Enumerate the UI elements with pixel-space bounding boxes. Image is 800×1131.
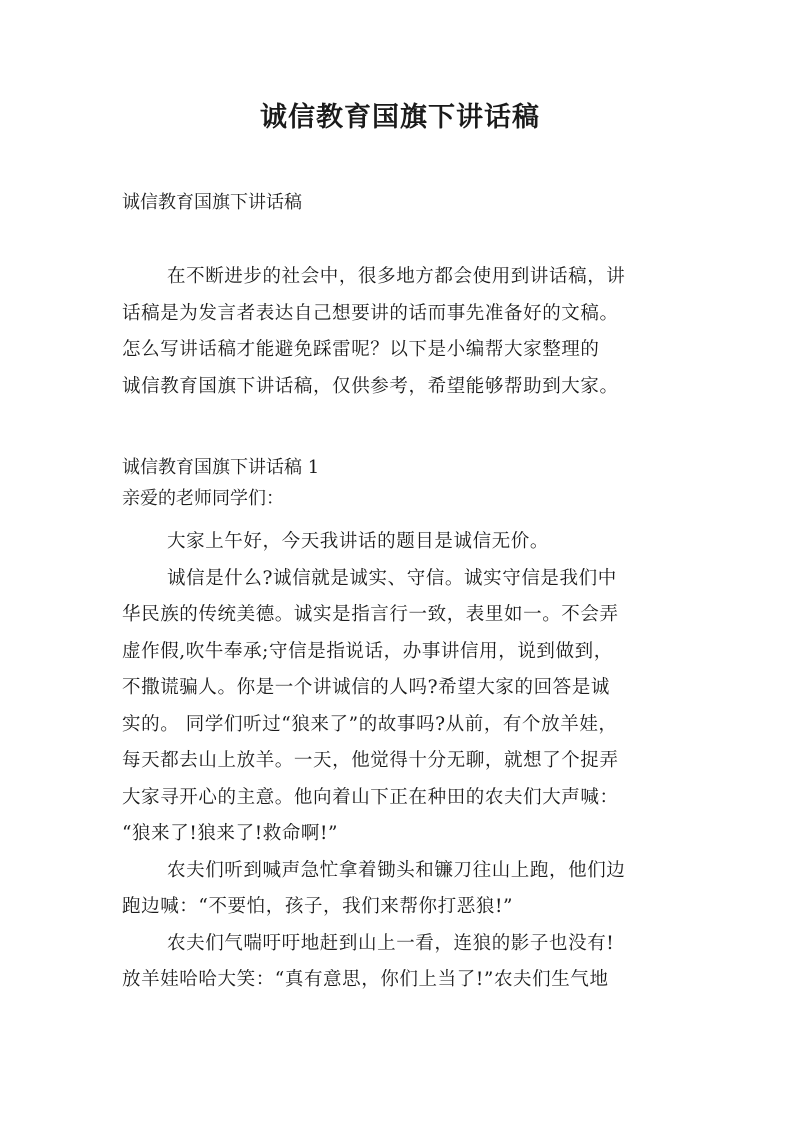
intro-line: 在不断进步的社会中，很多地方都会使用到讲话稿，讲 xyxy=(167,266,626,287)
body-line: 实的。 同学们听过“狼来了”的故事吗?从前，有个放羊娃， xyxy=(122,713,618,735)
document-title: 诚信教育国旗下讲话稿 xyxy=(260,102,540,133)
section-heading: 诚信教育国旗下讲话稿 1 xyxy=(122,457,320,478)
document-subtitle: 诚信教育国旗下讲话稿 xyxy=(122,192,302,213)
body-line: 放羊娃哈哈大笑：“真有意思，你们上当了!”农夫们生气地 xyxy=(122,969,609,990)
body-line: 不撒谎骗人。你是一个讲诚信的人吗?希望大家的回答是诚 xyxy=(122,677,611,698)
body-line: 农夫们气喘吁吁地赶到山上一看，连狼的影子也没有! xyxy=(167,932,615,954)
intro-line: 诚信教育国旗下讲话稿，仅供参考，希望能够帮助到大家。 xyxy=(122,375,619,397)
body-line: “狼来了!狼来了!救命啊!” xyxy=(122,823,339,844)
body-line: 每天都去山上放羊。一天，他觉得十分无聊，就想了个捉弄 xyxy=(122,750,619,771)
body-line: 大家寻开心的主意。他向着山下正在种田的农夫们大声喊： xyxy=(122,786,619,808)
body-line: 跑边喊：“不要怕，孩子，我们来帮你打恶狼!” xyxy=(122,896,514,917)
intro-paragraph xyxy=(122,259,694,405)
intro-line: 怎么写讲话稿才能避免踩雷呢？以下是小编帮大家整理的 xyxy=(122,339,600,360)
body-line: 大家上午好，今天我讲话的题目是诚信无价。 xyxy=(167,531,550,552)
body-line: 华民族的传统美德。诚实是指言行一致，表里如一。不会弄 xyxy=(122,604,619,625)
intro-line: 话稿是为发言者表达自己想要讲的话而事先准备好的文稿。 xyxy=(122,302,619,324)
body-line: 诚信是什么?诚信就是诚实、守信。诚实守信是我们中 xyxy=(167,567,617,589)
speech-body xyxy=(122,524,694,999)
body-line: 农夫们听到喊声急忙拿着锄头和镰刀往山上跑，他们边 xyxy=(167,859,626,881)
body-line: 虚作假,吹牛奉承;守信是指说话，办事讲信用，说到做到， xyxy=(122,640,613,662)
greeting: 亲爱的老师同学们： xyxy=(122,488,284,509)
